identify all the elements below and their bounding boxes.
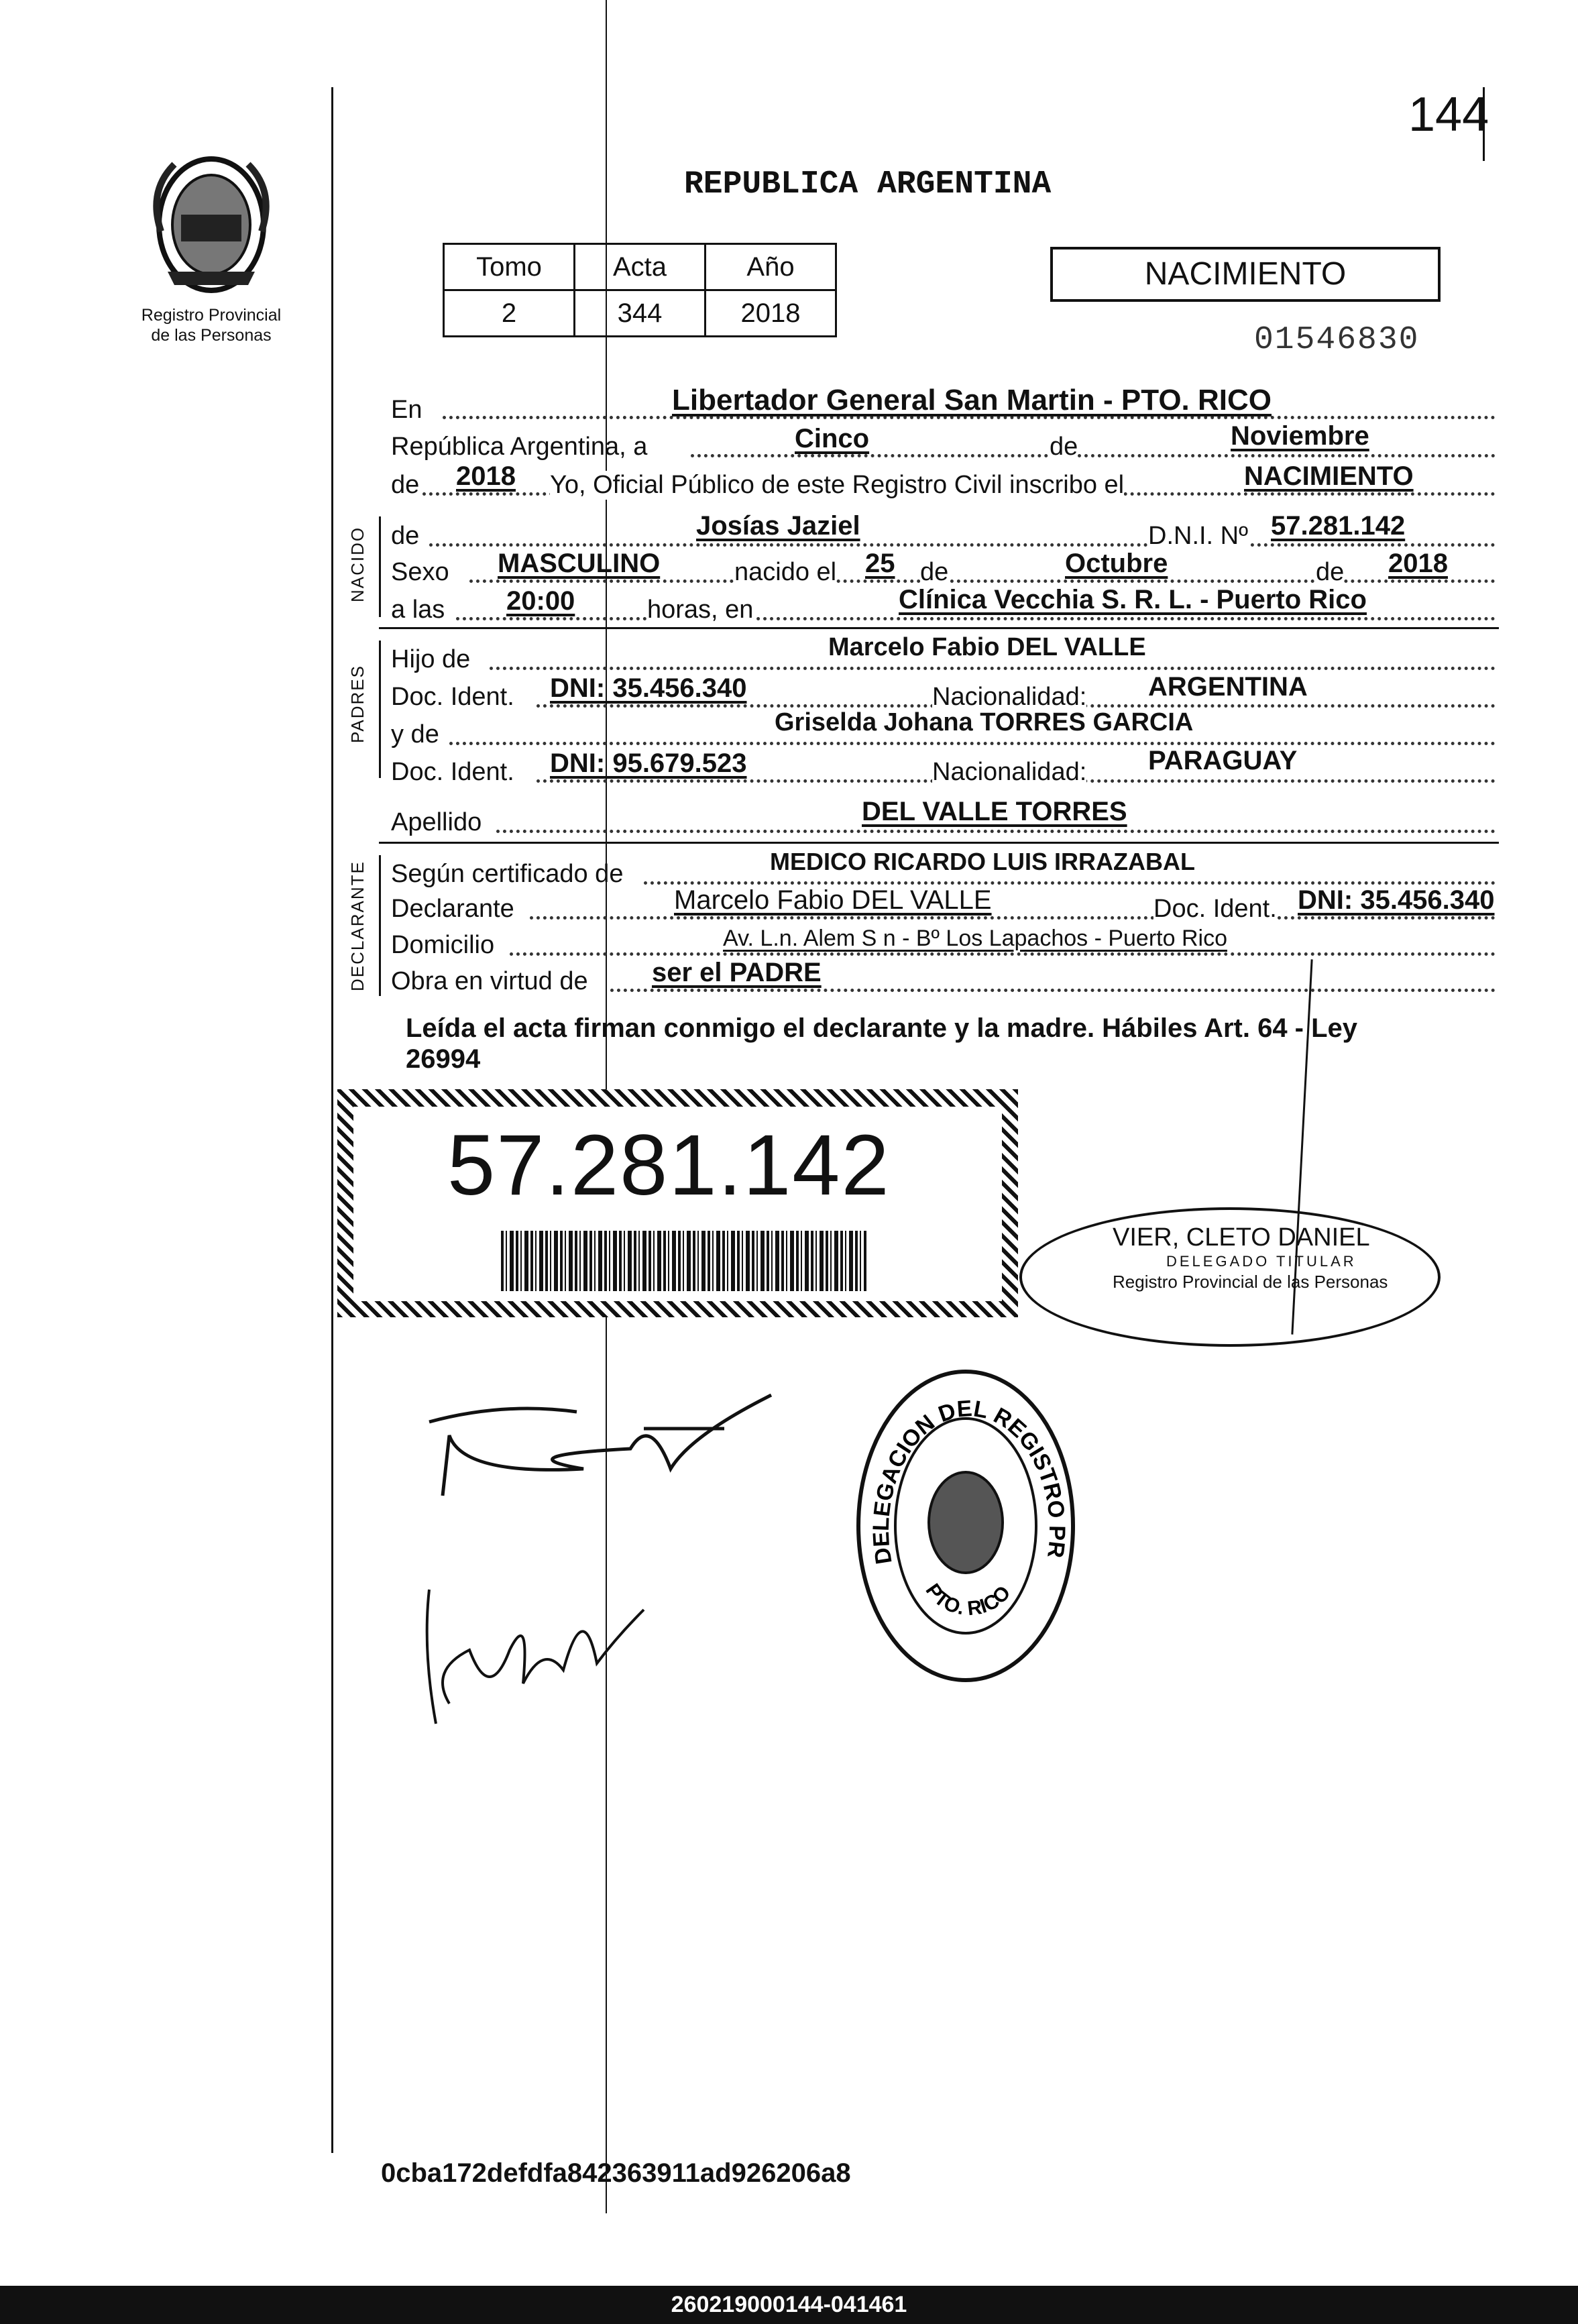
id-number-label: [337, 1089, 1018, 1317]
barcode: [501, 1231, 866, 1291]
certificado-label: Según certificado de: [391, 860, 624, 888]
official-name: VIER, CLETO DANIEL: [1113, 1223, 1370, 1252]
certifying-doctor: MEDICO RICARDO LUIS IRRAZABAL: [770, 848, 1195, 875]
table-value-tomo: 2: [444, 290, 575, 337]
table-header-tomo: Tomo: [444, 244, 575, 290]
official-stamp: [1019, 1207, 1441, 1347]
section-padres: PADRES: [347, 665, 368, 743]
mother-name: Griselda Johana TORRES GARCIA: [775, 708, 1194, 736]
seal-outer-text: DELEGACION DEL REGISTRO PR: [868, 1395, 1070, 1566]
seal-inner-text: PTO. RICO: [921, 1580, 1015, 1620]
birth-month: Octubre: [1065, 549, 1168, 578]
doc-ident-label: Doc. Ident.: [1153, 895, 1277, 923]
declarant-name: Marcelo Fabio DEL VALLE: [674, 885, 992, 915]
nacionalidad-label: Nacionalidad:: [932, 683, 1087, 711]
issuer-name: [117, 305, 305, 345]
issuer-line-1: Registro Provincial: [141, 306, 282, 325]
registry-seal: [852, 1362, 1080, 1694]
de-label: de: [1050, 433, 1078, 461]
dot-leader: [530, 916, 1496, 920]
mother-nationality: PARAGUAY: [1148, 746, 1298, 775]
dot-leader: [691, 454, 1496, 457]
province-emblem: [141, 151, 282, 302]
de2-label: de: [391, 471, 420, 499]
republica-label: República Argentina, a: [391, 433, 648, 461]
a-las-label: a las: [391, 596, 445, 624]
official-role: DELEGADO TITULAR: [1166, 1253, 1357, 1270]
dot-leader: [449, 742, 1496, 745]
nacido-el-label: nacido el: [734, 558, 837, 586]
section-bracket: [379, 641, 381, 778]
table-value-acta: 344: [575, 290, 706, 337]
footer-code: 260219000144-041461: [0, 2286, 1578, 2324]
dot-leader: [490, 667, 1496, 670]
registry-year: 2018: [456, 461, 516, 491]
closing-text: [406, 1013, 1492, 1074]
declarant-doc: DNI: 35.456.340: [1298, 885, 1495, 915]
registry-month: Noviembre: [1231, 421, 1369, 451]
table-header-ano: Año: [706, 244, 836, 290]
section-bracket: [379, 855, 381, 996]
nacionalidad-label: Nacionalidad:: [932, 758, 1087, 786]
birth-facility: Clínica Vecchia S. R. L. - Puerto Rico: [899, 585, 1367, 614]
dot-leader: [510, 952, 1496, 956]
declarant-signature: [422, 1375, 798, 1506]
control-number: 01546830: [1254, 322, 1420, 358]
section-divider: [379, 627, 1499, 629]
dot-leader: [429, 543, 1496, 547]
dot-leader: [456, 617, 1496, 620]
section-nacido: NACIDO: [347, 526, 368, 602]
record-type: NACIMIENTO: [1144, 256, 1347, 292]
de-label: de: [391, 522, 420, 550]
registry-act: NACIMIENTO: [1244, 461, 1414, 491]
record-type-box: [1050, 247, 1441, 302]
surname: DEL VALLE TORRES: [862, 797, 1127, 826]
father-nationality: ARGENTINA: [1148, 672, 1308, 702]
mother-signature: [416, 1569, 657, 1734]
obra-label: Obra en virtud de: [391, 967, 588, 995]
child-dni: 57.281.142: [1271, 511, 1406, 541]
child-name: Josías Jaziel: [696, 511, 860, 541]
id-number: 57.281.142: [447, 1117, 891, 1213]
dot-leader: [644, 881, 1496, 885]
de-label: de: [920, 558, 949, 586]
dni-label: D.N.I. Nº: [1148, 522, 1248, 550]
doc-ident-label: Doc. Ident.: [391, 683, 514, 711]
apellido-label: Apellido: [391, 808, 482, 836]
birth-year: 2018: [1388, 549, 1448, 578]
y-de-label: y de: [391, 720, 439, 749]
domicilio-label: Domicilio: [391, 931, 495, 959]
table-value-ano: 2018: [706, 290, 836, 337]
mother-doc: DNI: 95.679.523: [550, 749, 747, 778]
birth-place-registry: Libertador General San Martin - PTO. RICO: [672, 384, 1272, 417]
declarant-reason: ser el PADRE: [652, 958, 822, 987]
horas-label: horas, en: [647, 596, 754, 624]
closing-line-1: Leída el acta firman conmigo el declarante y la madre. Hábiles Art. 64 - Ley: [406, 1013, 1358, 1043]
official-office: Registro Provincial de las Personas: [1113, 1272, 1388, 1292]
en-label: En: [391, 396, 422, 424]
de-label: de: [1316, 558, 1345, 586]
id-label-panel: [353, 1107, 1002, 1301]
closing-line-2: 26994: [406, 1044, 481, 1074]
document-title: REPUBLICA ARGENTINA: [684, 166, 1052, 203]
dot-leader: [496, 830, 1496, 833]
declarante-label: Declarante: [391, 895, 514, 923]
section-divider: [379, 842, 1499, 844]
section-declarante: DECLARANTE: [347, 861, 368, 991]
father-doc: DNI: 35.456.340: [550, 673, 747, 703]
table-header-acta: Acta: [575, 244, 706, 290]
section-bracket: [379, 516, 381, 617]
record-table: [443, 243, 837, 337]
father-name: Marcelo Fabio DEL VALLE: [828, 633, 1146, 661]
document-hash: 0cba172defdfa842363911ad926206a8: [381, 2158, 851, 2188]
birth-day: 25: [865, 549, 895, 578]
birth-time: 20:00: [506, 586, 575, 616]
registry-day: Cinco: [795, 424, 870, 453]
dot-leader: [610, 989, 1496, 992]
yo-statement: Yo, Oficial Público de este Registro Civil inscribo el: [550, 471, 1125, 499]
hijo-de-label: Hijo de: [391, 645, 471, 673]
page-number: 144: [1408, 88, 1489, 142]
doc-ident-label: Doc. Ident.: [391, 758, 514, 786]
issuer-line-2: de las Personas: [151, 326, 272, 345]
left-margin-rule: [331, 87, 333, 2153]
sexo-label: Sexo: [391, 558, 449, 586]
declarant-address: Av. L.n. Alem S n - Bº Los Lapachos - Puerto Rico: [723, 926, 1227, 951]
child-sex: MASCULINO: [498, 549, 661, 578]
